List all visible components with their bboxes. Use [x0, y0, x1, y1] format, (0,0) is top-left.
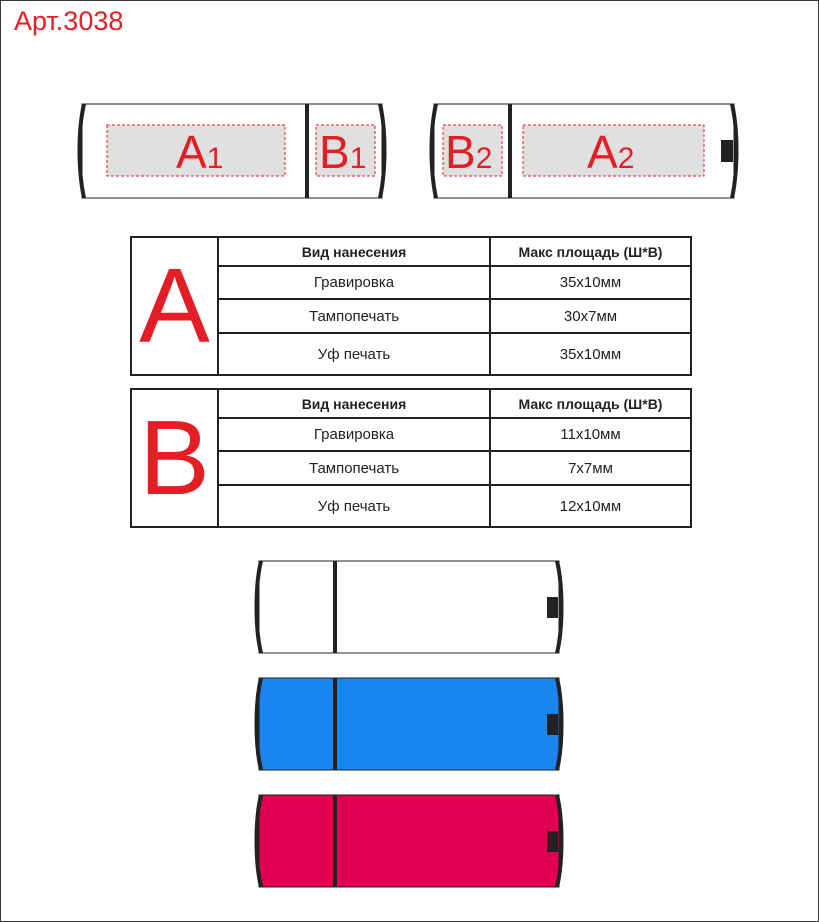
- table-b-letter: B: [132, 390, 219, 526]
- zone-b2-index: 2: [475, 142, 493, 175]
- key-ring-slot: [547, 597, 558, 618]
- drive-side-2: [428, 100, 742, 202]
- table-b-row3-area: 12х10мм: [559, 497, 622, 515]
- table-a-header-area: Макс площадь (Ш*В): [518, 243, 663, 260]
- table-row: [219, 486, 690, 526]
- variant-body: [259, 678, 559, 770]
- drive-side-1: [76, 100, 390, 202]
- table-b-header-area: Макс площадь (Ш*В): [518, 395, 663, 412]
- table-b-row2-method: Тампопечать: [219, 452, 491, 484]
- table-b-row1-area: 11х10мм: [560, 426, 621, 443]
- table-b-header-method: Вид нанесения: [219, 390, 491, 417]
- drive-variant-white: [254, 558, 566, 656]
- table-a-row2-area: 30х7мм: [563, 307, 618, 325]
- table-row: [219, 334, 690, 374]
- table-row: [219, 419, 690, 452]
- drive-variant-blue: [254, 675, 566, 773]
- key-ring-slot: [547, 714, 558, 735]
- table-a-row1-method: Гравировка: [219, 267, 491, 298]
- key-ring-slot: [547, 831, 558, 852]
- zone-b2-letter: B: [445, 126, 476, 178]
- zone-a1-letter: A: [176, 126, 207, 178]
- variant-body: [259, 561, 559, 653]
- variant-body: [259, 795, 559, 887]
- table-row: [219, 300, 690, 334]
- table-a-header-method: Вид нанесения: [219, 238, 491, 265]
- zone-b1-letter: B: [319, 126, 350, 178]
- zone-a2-letter: A: [587, 126, 618, 178]
- table-row: [219, 452, 690, 486]
- table-b-row2-area: 7х7мм: [568, 459, 613, 477]
- spec-table-a: [130, 236, 692, 376]
- zone-a2-index: 2: [617, 142, 635, 175]
- article-title: Арт.3038: [14, 6, 124, 36]
- table-b-row1-method: Гравировка: [219, 419, 491, 450]
- table-a-row3-area: 35х10мм: [559, 345, 622, 363]
- zone-b1-index: 1: [349, 142, 367, 175]
- key-ring-slot: [721, 140, 733, 162]
- table-a-row2-method: Тампопечать: [219, 300, 491, 332]
- table-b-header-row: [219, 390, 690, 419]
- table-row: [219, 267, 690, 300]
- table-a-letter: A: [132, 238, 219, 374]
- table-a-row1-area: 35х10мм: [559, 274, 622, 291]
- table-a-header-row: [219, 238, 690, 267]
- drive-variant-magenta: [254, 792, 566, 890]
- table-b-row3-method: Уф печать: [219, 486, 491, 526]
- zone-a1-index: 1: [206, 142, 224, 175]
- spec-table-b: [130, 388, 692, 528]
- table-a-row3-method: Уф печать: [219, 334, 491, 374]
